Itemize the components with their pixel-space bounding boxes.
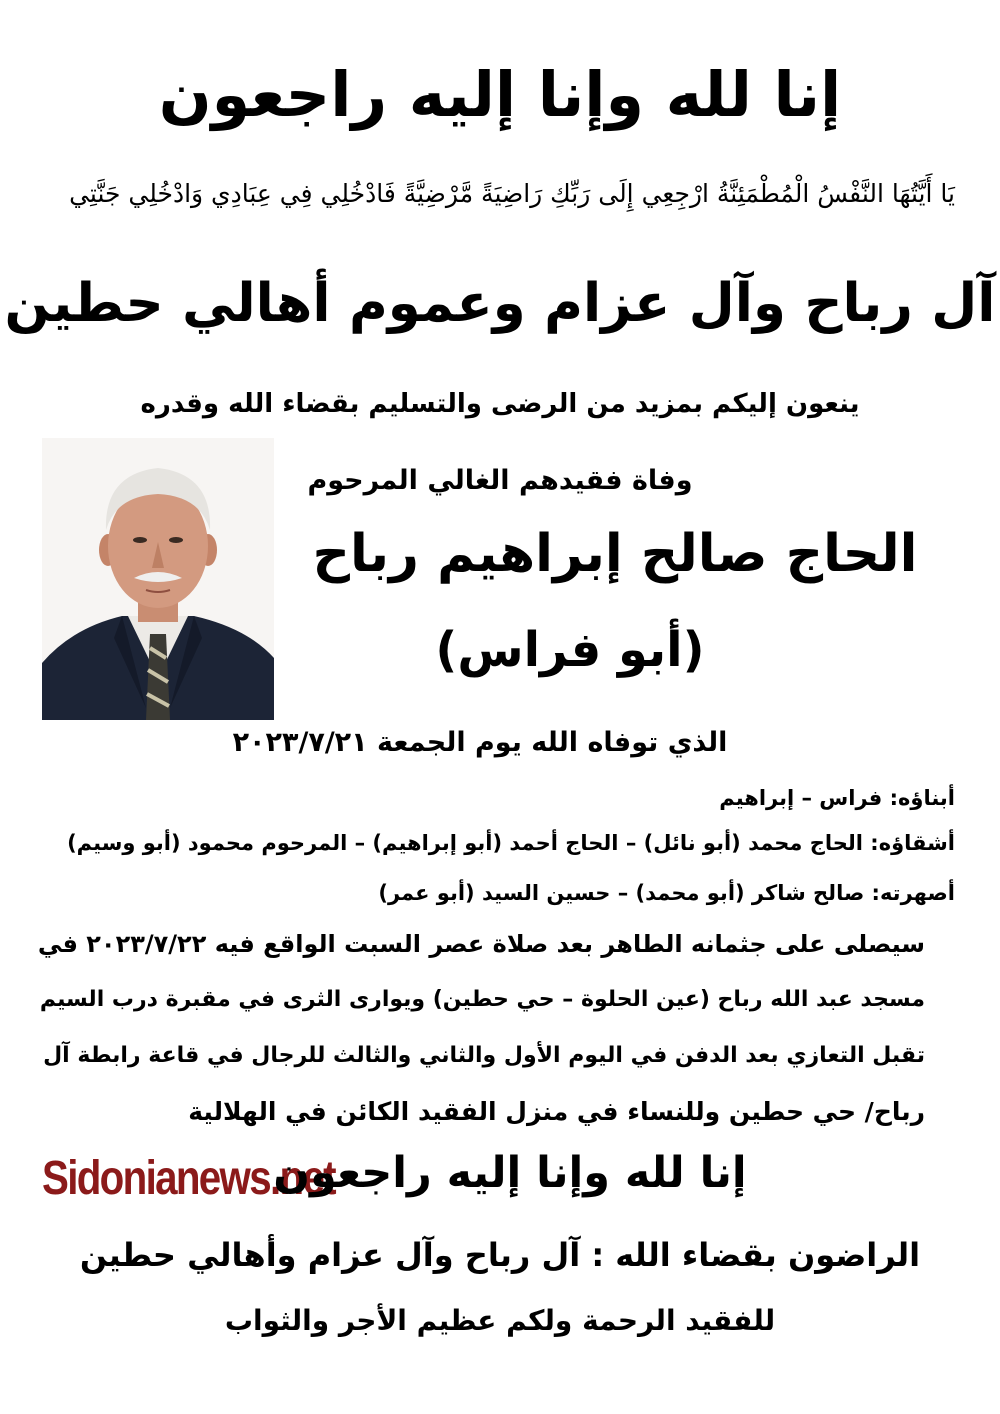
death-date-line: الذي توفاه الله يوم الجمعة ٢٠٢٣/٧/٢١ [232,727,728,758]
deceased-name: الحاج صالح إبراهيم رباح [312,524,918,584]
funeral-line: تقبل التعازي بعد الدفن في اليوم الأول والثاني والثالث للرجال في قاعة رابطة آل [43,1043,925,1068]
funeral-line: سيصلى على جثمانه الطاهر بعد صلاة عصر السبت الواقع فيه ٢٠٢٣/٧/٢٢ في [37,930,925,958]
brothers-line: أشقاؤه: الحاج محمد (أبو نائل) – الحاج أحمد (أبو إبراهيم) – المرحوم محمود (أبو وسيم) [67,831,955,855]
opening-phrase-heading: إنا لله وإنا إليه راجعون [158,58,842,131]
deceased-portrait-photo [42,438,274,720]
announcement-text: ينعون إليكم بمزيد من الرضى والتسليم بقضاء الله وقدره [140,389,860,419]
signature-line: الراضون بقضاء الله : آل رباح وآل عزام وأهالي حطين [79,1236,921,1274]
in-laws-line: أصهرته: صالح شاكر (أبو محمد) – حسين السيد (أبو عمر) [378,881,955,905]
quran-verse: يَا أَيَّتُهَا النَّفْسُ الْمُطْمَئِنَّةُ ارْجِعِي إِلَى رَبِّكِ رَاضِيَةً مَّرْضِيَّةً فَادْخُلِي فِي عِبَادِي وَادْخُلِي جَنَّتِي [69,179,955,208]
funeral-line: مسجد عبد الله رباح (عين الحلوة – حي حطين) ويوارى الثرى في مقبرة درب السيم [39,987,925,1012]
funeral-line: رباح/ حي حطين وللنساء في منزل الفقيد الكائن في الهلالية [188,1097,925,1126]
mourning-families-heading: آل رباح وآل عزام وعموم أهالي حطين [4,273,996,334]
condolence-line: للفقيد الرحمة ولكم عظيم الأجر والثواب [224,1304,776,1337]
deceased-intro-text: وفاة فقيدهم الغالي المرحوم [307,465,693,496]
closing-phrase-heading: إنا لله وإنا إليه راجعون [273,1148,747,1198]
sons-line: أبناؤه: فراس – إبراهيم [719,786,955,810]
site-watermark: Sidonianews.net [42,1152,335,1205]
deceased-nickname: (أبو فراس) [435,622,705,678]
